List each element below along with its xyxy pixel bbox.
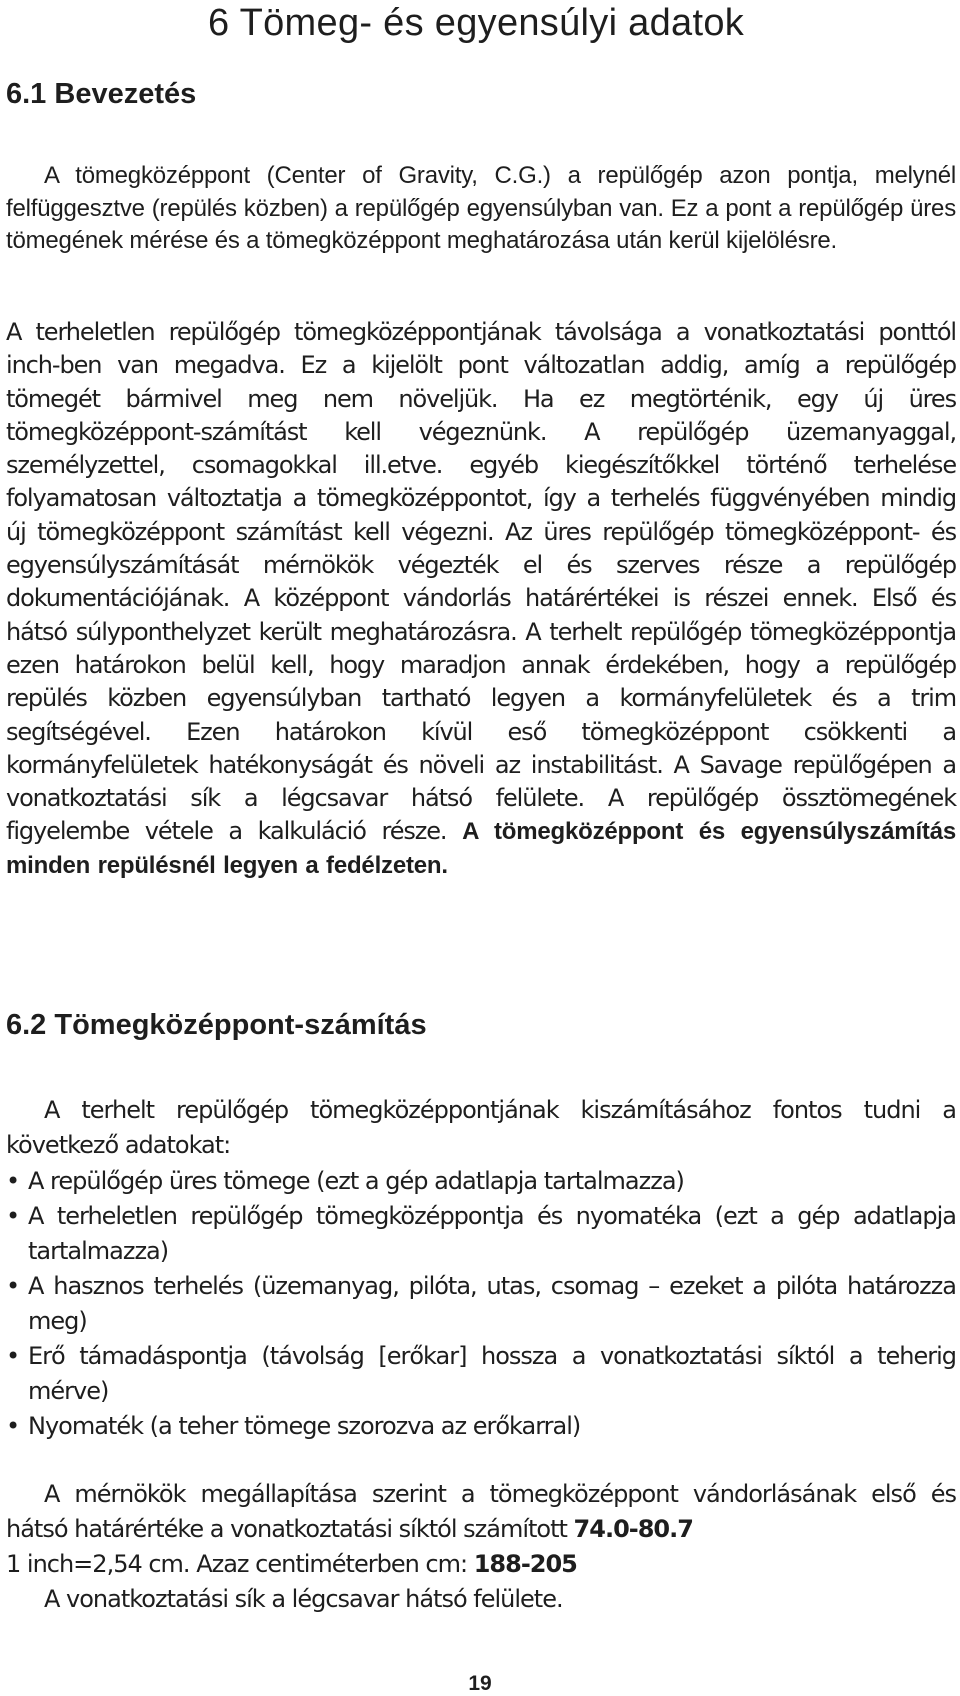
intro-paragraph-text: A tömegközéppont (Center of Gravity, C.G.) a repülőgép azon pontja, melynél felfüggesztve (repülés közben) a repülőgép egyensúlyban van. Ez a pont a repülőgép üres tömegének mérése és a tömegközéppont meghatározása után kerül kijelölésre. (6, 162, 956, 254)
list-item-text: Erő támadáspontja (távolság [erőkar] hossza a vonatkoztatási síktól a teherig mérve) (28, 1342, 956, 1405)
reference-plane-note: A vonatkoztatási sík a légcsavar hátsó felülete. (44, 1585, 563, 1613)
list-item (6, 1339, 956, 1409)
bullet-icon: • (6, 1167, 20, 1195)
section-title-introduction: 6.1 Bevezetés (6, 78, 197, 110)
cg-limits-value: 74.0-80.7 (573, 1515, 693, 1543)
list-item (6, 1269, 956, 1339)
cg-limits-text: A mérnökök megállapítása szerint a tömegközéppont vándorlásának első és hátsó határértéke a vonatkoztatási síktól számított (6, 1480, 956, 1543)
list-item-text: A repülőgép üres tömege (ezt a gép adatlapja tartalmazza) (28, 1167, 684, 1195)
intro-paragraph (6, 160, 956, 258)
bullet-icon: • (6, 1202, 20, 1230)
bullet-icon: • (6, 1342, 20, 1370)
page-number: 19 (468, 1672, 492, 1695)
required-data-list (6, 1164, 956, 1444)
list-item (6, 1409, 956, 1444)
unit-conversion-line (6, 1547, 956, 1582)
chapter-title: 6 Tömeg- és egyensúlyi adatok (208, 2, 745, 44)
list-item-text: A hasznos terhelés (üzemanyag, pilóta, utas, csomag – ezeket a pilóta határozza meg) (28, 1272, 956, 1335)
list-item (6, 1164, 956, 1199)
main-paragraph (6, 316, 956, 882)
list-item (6, 1199, 956, 1269)
bullet-icon: • (6, 1412, 20, 1440)
bullet-icon: • (6, 1272, 20, 1300)
list-item-text: A terheletlen repülőgép tömegközéppontja és nyomatéka (ezt a gép adatlapja tartalmazza) (28, 1202, 956, 1265)
unit-conversion-value: 188-205 (473, 1550, 577, 1578)
cg-limits-paragraph (6, 1477, 956, 1547)
section-title-cg-calculation: 6.2 Tömegközéppont-számítás (6, 1009, 427, 1041)
main-paragraph-text: A terheletlen repülőgép tömegközéppontjának távolsága a vonatkoztatási ponttól inch-ben van megadva. Ez a kijelölt pont változatlan addig, amíg a repülőgép tömegét bármivel meg nem növeljük. Ha ez megtörténik, egy új üres tömegközéppont-számítást kell végeznünk. A repülőgép üzemanyaggal, személyzettel, csomagokkal ill.etve. egyéb kiegészítőkkel történő terhelése folyamatosan változtatja a tömegközéppontot, így a terhelés függvényében mindig új tömegközéppont számítást kell végezni. Az üres repülőgép tömegközéppont- és egyensúlyszámítását mérnökök végezték el és szerves része a repülőgép dokumentációjának. A középpont vándorlás határértékei is részei ennek. Első és hátsó súlyponthelyzet került meghatározásra. A terhelt repülőgép tömegközéppontja ezen határokon belül kell, hogy maradjon annak érdekében, hogy a repülőgép repülés közben egyensúlyban tartható legyen a kormányfelületek és a trim segítségével. Ezen határokon kívül eső tömegközéppont csökkenti a kormányfelületek hatékonyságát és növeli az instabilitást. A Savage repülőgépen a vonatkoztatási sík a légcsavar hátsó felülete. A repülőgép össztömegének figyelembe vétele a kalkuláció része. (6, 318, 956, 846)
required-data-intro (6, 1093, 956, 1163)
list-item-text: Nyomaték (a teher tömege szorozva az erőkarral) (28, 1412, 581, 1440)
unit-conversion-text: 1 inch=2,54 cm. Azaz centiméterben cm: (6, 1550, 468, 1578)
required-data-intro-text: A terhelt repülőgép tömegközéppontjának kiszámításához fontos tudni a következő adatokat: (6, 1096, 956, 1159)
onboard-requirement-note: A tömegközéppont és egyensúlyszámítás minden repülésnél legyen a fedélzeten. (6, 818, 956, 879)
